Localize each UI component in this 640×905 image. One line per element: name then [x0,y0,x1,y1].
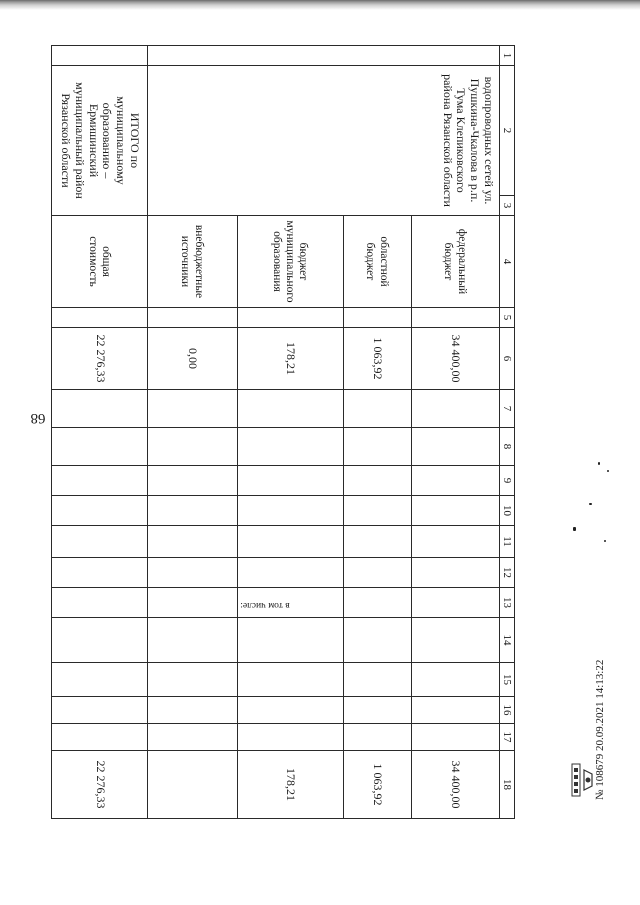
col-number: 3 [500,196,515,216]
source-label: областной бюджет [364,236,390,287]
financing-table [51,45,515,819]
source-total: 34 400,00 [412,751,500,819]
source-label-cell [412,216,500,308]
page-number: 68 [30,410,46,426]
column-number-row [500,46,515,819]
col-number: 9 [500,466,515,496]
source-amount: 0,00 [148,328,238,390]
col-number: 16 [500,697,515,724]
total-amount: 22 276,33 [52,328,148,390]
in-that-number-label: в том числе: [240,600,290,610]
col-number: 11 [500,526,515,558]
cell-empty [148,308,238,328]
col-number: 18 [500,751,515,819]
col-number: 1 [500,46,515,66]
registration-stamp: № 108679 20.09.2021 14:13:22 [594,659,606,800]
cell-empty [52,46,148,66]
total-description: ИТОГО по муниципальному образованию – Ермишинский муниципальный район Рязанской области [52,66,148,216]
total-label-cell [52,216,148,308]
cell-empty [238,308,344,328]
source-amount: 1 063,92 [344,328,412,390]
total-label: общая стоимость [86,236,112,287]
col-number: 8 [500,428,515,466]
scan-speck [604,540,606,542]
scan-speck [598,462,600,465]
source-label-cell [238,216,344,308]
table-row [412,46,500,819]
col-number: 7 [500,390,515,428]
col-number: 5 [500,308,515,328]
object-description: водопроводных сетей ул. Пушкина-Чкалова в р.п. Тума Клепиковского района Рязанской области [148,66,500,216]
col-number: 14 [500,618,515,663]
scan-edge [0,0,640,10]
source-label-cell [344,216,412,308]
scan-speck [573,527,576,531]
col-number: 12 [500,558,515,588]
scan-speck [589,503,592,505]
col-number: 2 [500,66,515,196]
col-number: 13 [500,588,515,618]
col-number: 17 [500,724,515,751]
source-label: бюджет муниципального образования [270,220,310,303]
source-label-cell [148,216,238,308]
col-number: 15 [500,663,515,697]
col-number: 4 [500,216,515,308]
source-total: 1 063,92 [344,751,412,819]
cell-empty [148,46,500,66]
cell-empty [344,308,412,328]
source-amount: 178,21 [238,328,344,390]
cell-empty [412,308,500,328]
source-total: 178,21 [238,751,344,819]
total-row [52,46,148,819]
source-label: внебюджетные источники [179,224,205,299]
cell-empty [148,751,238,819]
scan-speck [607,470,609,472]
col-number: 6 [500,328,515,390]
col-number: 10 [500,496,515,526]
source-label: федеральный бюджет [442,228,468,295]
total-sum: 22 276,33 [52,751,148,819]
cell-empty [52,308,148,328]
financing-table-rotated [57,45,515,818]
source-amount: 34 400,00 [412,328,500,390]
